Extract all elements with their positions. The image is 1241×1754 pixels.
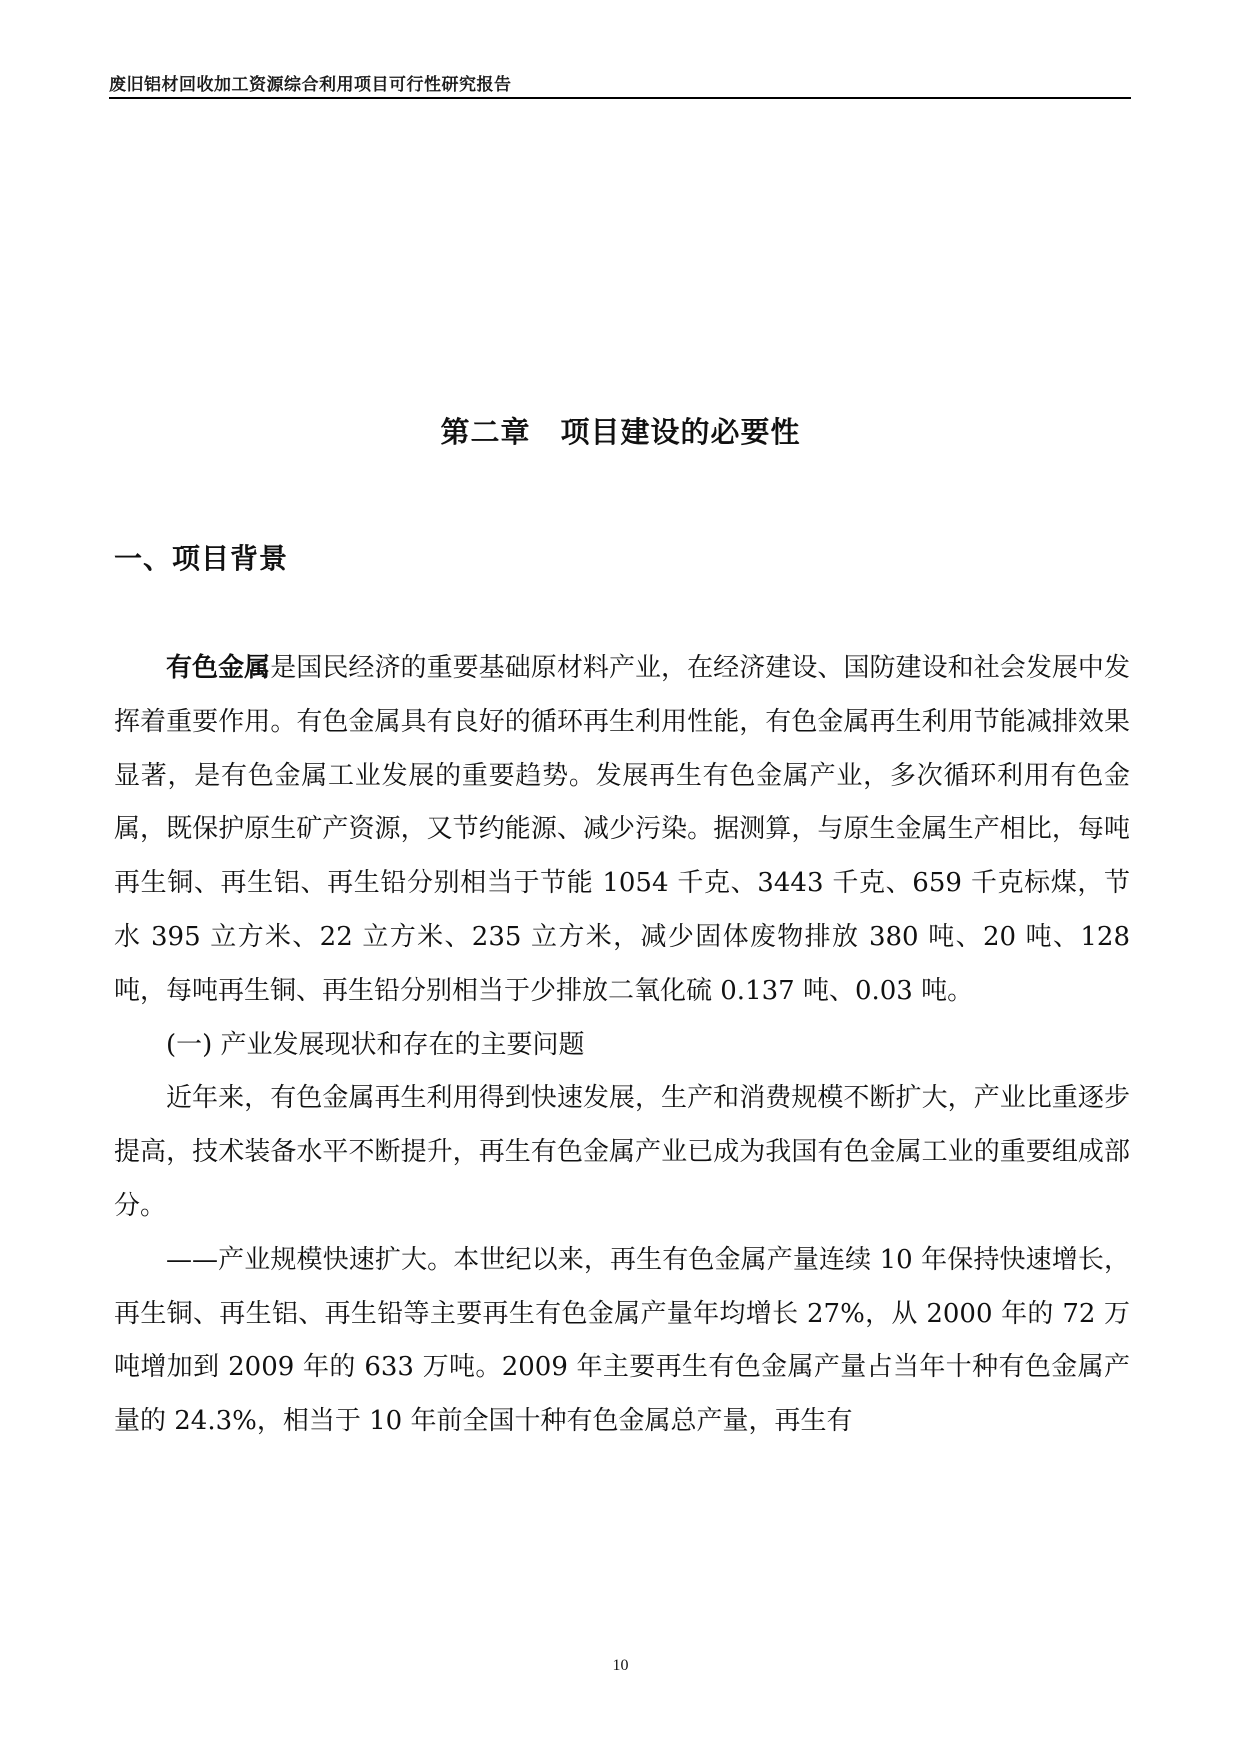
paragraph-1-lead: 有色金属 (166, 653, 271, 683)
section-heading: 一、项目背景 (114, 542, 289, 575)
paragraph-3: ——产业规模快速扩大。本世纪以来，再生有色金属产量连续 10 年保持快速增长，再生铜、再生铝、再生铅等主要再生有色金属产量年均增长 27%，从 2000 年的 72 万吨增加到 2009 年的 633 万吨。2009 年主要再生有色金属产量占当年十种有色金属产量的 24.3%，相当于 10 年前全国十种有色金属总产量，再生有 (114, 1244, 1130, 1437)
running-header: 废旧铝材回收加工资源综合利用项目可行性研究报告 (109, 75, 512, 95)
chapter-title: 第二章 项目建设的必要性 (440, 415, 801, 449)
paragraph-1 (114, 642, 1130, 1019)
body-text (114, 642, 1130, 1449)
paragraph-2: 近年来，有色金属再生利用得到快速发展，生产和消费规模不断扩大，产业比重逐步提高，技术装备水平不断提升，再生有色金属产业已成为我国有色金属工业的重要组成部分。 (114, 1083, 1130, 1221)
page-number: 10 (612, 1657, 629, 1674)
subsection-heading: (一) 产业发展现状和存在的主要问题 (166, 1029, 585, 1060)
paragraph-1-text: 是国民经济的重要基础原材料产业，在经济建设、国防建设和社会发展中发挥着重要作用。有色金属具有良好的循环再生利用性能，有色金属再生利用节能减排效果显著，是有色金属工业发展的重要趋势。发展再生有色金属产业，多次循环利用有色金属，既保护原生矿产资源，又节约能源、减少污染。据测算，与原生金属生产相比，每吨再生铜、再生铝、再生铅分别相当于节能 1054 千克、3443 千克、659 千克标煤，节水 395 立方米、22 立方米、235 立方米，减少固体废物排放 380 吨、20 吨、128 吨，每吨再生铜、再生铅分别相当于少排放二氧化硫 0.137 吨、0.03 吨。 (114, 653, 1130, 1006)
header-divider (109, 97, 1131, 99)
